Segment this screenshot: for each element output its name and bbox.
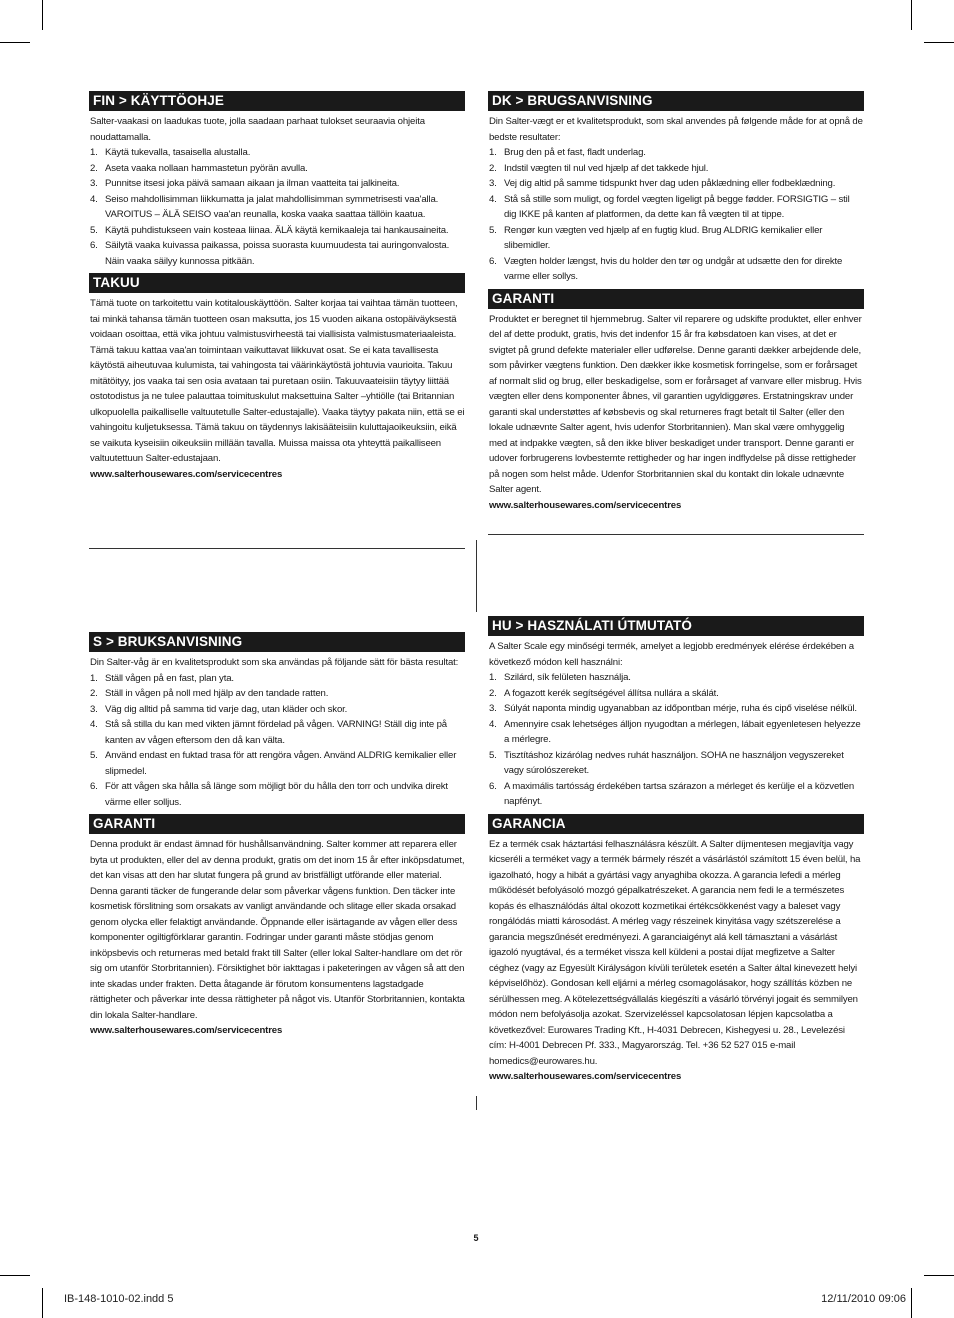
section-fin [89,91,465,486]
instructions [90,114,465,269]
instructions [489,114,864,285]
warranty-header: GARANCIA [488,814,864,834]
page-number: 5 [473,1233,479,1243]
list-item: 4. Stå så stilla du kan med vikten jämnt fördelad på vågen. VARNING! Ställ dig inte på kanten av vågen eftersom den då kan välta. [90,719,447,746]
service-link[interactable]: www.salterhousewares.com/servicecentres [489,499,682,511]
list-item: 6. A maximális tartósság érdekében tartsa szárazon a mérleget és kerülje el a közvetlen napfényt. [489,780,855,807]
crop-mark [0,42,30,43]
warranty-header: TAKUU [89,273,465,293]
intro-text: Din Salter-vægt er et kvalitetsprodukt, som skal anvendes på følgende måde for at opnå de bedste resultater: [489,116,863,143]
warranty-section [489,837,864,1085]
list-item: 1. Szilárd, sík felületen használja. [489,672,631,683]
section-header: HU > HASZNÁLATI ÚTMUTATÓ [488,616,864,636]
crop-mark [42,0,43,30]
section-header: S > BRUKSANVISNING [89,632,465,652]
intro-text: A Salter Scale egy minőségi termék, amelyet a legjobb eredmények elérése érdekében a következő módon kell használni: [489,641,854,668]
crop-mark [924,1275,954,1276]
service-link[interactable]: www.salterhousewares.com/servicecentres [90,468,283,480]
list-item: 5. Använd endast en fuktad trasa för att rengöra vågen. Använd ALDRIG kemikalier eller slipmedel. [90,750,457,777]
list-item: 1. Brug den på et fast, fladt underlag. [489,147,646,158]
list-item: 6. Säilytä vaaka kuivassa paikassa, poissa suorasta kuumuudesta tai auringonvalosta. Näin vaaka säilyy kunnossa pitkään. [90,240,450,267]
list-item: 2. Ställ in vågen på noll med hjälp av den tandade ratten. [90,688,329,699]
list-item: 2. Indstil vægten til nul ved hjælp af det takkede hjul. [489,162,709,174]
list-item: 4. Stå så stille som muligt, og fordel vægten ligeligt på begge fødder. FORSIGTIG – stil dig IKKE på kanten af platformen, da dette kan få vægten til at tippe. [489,193,850,220]
footer-filename: IB-148-1010-02.indd 5 [64,1293,174,1305]
warranty-text: Produktet er beregnet til hjemmebrug. Salter vil reparere og udskifte produktet, eller enhver del af dette produkt, gratis, hvis det indenfor 15 år fra købsdatoen kan vises, at det er svigtet på grund defekte materialer eller udførelse. Denne garanti dækker arbejdende dele, som påvirker vægtens funktion. Den dækker ikke kosmetisk forringelse, som er forårsaget af normalt slid og brug, eller beskadigelse, som er forårsaget af vanvare eller misbrug. Hvis vægten eller dens komponenter åbnes, vil garantien ugyldiggøres. Erstatningskrav under garanti skal understøttes af købsbevis og skal returneres fragt betalt til Salter (eller den lokale udnævnte Salter agent, hvis udenfor Storbritannien). Man skal være omhyggelig med at indpakke vægten, så den ikke bliver beskadiget under transport. Denne garanti er udover forbrugerens lovbestemte rettigheder og har ingen indflydelse på disse rettigheder på nogen som helst måde. Udenfor Storbritannien skal du kontakt din lokale udnævnte Salter agent. [489,313,862,495]
list-item: 3. Súlyát naponta mindig ugyanabban az időpontban mérje, ruha és cipő viselése nélkül. [489,703,857,714]
list-item: 3. Väg dig alltid på samma tid varje dag, utan kläder och skor. [90,703,348,715]
section-se [89,632,465,1043]
list-item: 2. A fogazott kerék segítségével állítsa nullára a skálát. [489,687,719,699]
list-item: 4. Seiso mahdollisimman liikkumatta ja jalat mahdollisimman symmetrisesti vaa'alla. VAROITUS – ÄLÄ SEISO vaa'an reunalla, koska vaaka saattaa tällöin kaatua. [90,193,439,220]
section-hu [488,616,864,1089]
list-item: 6. För att vågen ska hålla så länge som möjligt bör du hålla den torr och undvika direkt värme eller solljus. [90,781,448,808]
instructions [90,655,465,810]
column-divider [476,1096,477,1110]
warranty-section [90,837,465,1039]
warranty-text: Denna produkt är endast ämnad för hushållsanvändning. Salter kommer att reparera eller byta ut produkten, eller del av denna produkt, gratis om det inom 15 år efter inköpsdatumet, det kan visas att den har slutat fungera på grund av bristfälligt utförande eller material. Denna garanti täcker de fungerande delar som påverkar vågens funktion. Den täcker inte kosmetisk förslitning som orsakats av vanligt användande och slitage eller skada orsakad genom olycka eller felaktigt användande. Öppnande eller isärtagande av vågen eller dess komponenter ogiltigförklarar garantin. Fodringar under garanti måste stödjas genom inköpsbevis och returneras med betald frakt till Salter (eller lokal Salter-handlare om det rör sig om utanför Storbritannien). Försiktighet bör iakttagas i paketeringen av vågen så att den inte skadas under frakten. Detta åtagande är förutom konsumentens lagstadgade rättigheter och påverkar inte dessa rättigheter på något vis. Utanför Storbritannien, kontakta din lokala Salter-handlare. [90,839,465,1021]
crop-mark [42,1288,43,1318]
service-link[interactable]: www.salterhousewares.com/servicecentres [90,1025,283,1036]
warranty-text: Tämä tuote on tarkoitettu vain kotitalouskäyttöön. Salter korjaa tai vaihtaa tämän tuotteen, tai minkä tahansa tämän tuotteen osan maksutta, jos 15 vuoden aikana ostopäiväyksestä voidaan osoittaa, että vika johtuu valmistusvirheestä tai viallisista valmistusmateriaaleista. Tämä takuu kattaa vaa'an toimintaan vaikuttavat liikkuvat osat. Se ei kata tavallisesta käytöstä aiheutuvaa kulumista, tai vahingosta tai väärinkäytöstä johtuvia vaurioita. Takuu mitätöityy, jos vaaka tai sen osia avataan tai puretaan osiin. Takuuvaateisiin täytyy liittää ostotodistus ja ne tulee palauttaa toimituskulut maksettuina Salter –yhtiölle (tai Britannian ulkopuolella paikalliselle valtuutetulle Salter-edustajalle). Vaaka täytyy pakata niin, että se ei vahingoitu kuljetuksessa. Tämä takuu on täydennys lakisääteisiin kuluttajaoikeuksiin, eikä se vaikuta kyseisiin oikeuksiin millään tavalla. Muissa maissa ota yhteyttä paikalliseen valtuutettuun Salter-edustajaan. [90,298,465,464]
column-divider [476,540,477,612]
crop-mark [0,1275,30,1276]
list-item: 2. Aseta vaaka nollaan hammastetun pyörän avulla. [90,162,308,174]
intro-text: Din Salter-våg är en kvalitetsprodukt som ska användas på följande sätt för bästa resultat: [90,657,459,668]
steps-list [90,145,465,269]
section-header: DK > BRUGSANVISNING [488,91,864,111]
warranty-header: GARANTI [89,814,465,834]
list-item: 5. Käytä puhdistukseen vain kosteaa liinaa. ÄLÄ käytä kemikaaleja tai hankausaineita. [90,224,449,236]
list-item: 3. Punnitse itsesi joka päivä samaan aikaan ja ilman vaatteita tai jalkineita. [90,178,400,189]
list-item: 6. Vægten holder længst, hvis du holder den tør og undgår at udsætte den for direkte varme eller sollys. [489,255,843,282]
list-item: 1. Käytä tukevalla, tasaisella alustalla. [90,147,251,158]
intro-text: Salter-vaakasi on laadukas tuote, jolla saadaan parhaat tulokset seuraavia ohjeita noudattamalla. [90,116,425,143]
list-item: 5. Rengør kun vægten ved hjælp af en fugtig klud. Brug ALDRIG kemikalier eller slibemidler. [489,224,823,251]
instructions [489,639,864,810]
list-item: 5. Tisztításhoz kizárólag nedves ruhát használjon. SOHA ne használjon vegyszereket vagy súrolószereket. [489,749,844,776]
crop-mark [924,42,954,43]
warranty-section [90,296,465,482]
crop-mark [911,1288,912,1318]
divider [89,548,465,549]
service-link[interactable]: www.salterhousewares.com/servicecentres [489,1071,682,1082]
warranty-text: Ez a termék csak háztartási felhasználásra készült. A Salter díjmentesen megjavítja vagy kicseréli a terméket vagy a termék bármely részét a vásárlástól számított 15 éven belül, ha igazolható, hogy a hibát a gyártási vagy anyaghiba okozza. A garancia lefedi a mérleg működését befolyásoló mozgó gépalkatrészeket. A garancia nem fedi le a természetes kopás és elhasználódás által okozott kozmetikai értékcsökkenést vagy a baleset vagy rongálódás miatti károsodást. A mérleg vagy részeinek kinyitása vagy szétszerelése a garancia megszűnését eredményezi. A garanciaigényt alá kell támasztani a vásárlást igazoló nyugtával, és a terméket vissza kell küldeni a postai díjat megfizetve a Salter céghez (vagy az Egyesült Királyságon kívüli területek esetén a Salter által kinevezett helyi képviselőhöz). Gondosan kell eljárni a mérleg csomagolásakor, hogy szállítás közben ne sérülhessen meg. A kötelezettségvállalás kiegészíti a vásárló törvényi jogait és semmilyen módon nem befolyásolja azokat. Szervizeléssel kapcsolatosan lépjen kapcsolatba a következővel: Eurowares Trading Kft., H-4031 Debrecen, Kishegyesi u. 28., Levelezési cím: H-4001 Debrecen Pf. 333., Magyarország. Tel. +36 52 527 015 e-mail homedics@eurowares.hu. [489,838,861,1067]
steps-list [489,145,864,285]
steps-list [90,671,465,811]
list-item: 1. Ställ vågen på en fast, plan yta. [90,672,234,684]
divider [488,534,864,535]
list-item: 4. Amennyire csak lehetséges álljon nyugodtan a mérlegen, lábait egyenletesen helyezze a mérlegre. [489,718,861,745]
crop-mark [911,0,912,30]
list-item: 3. Vej dig altid på samme tidspunkt hver dag uden påklædning eller fodbeklædning. [489,178,836,189]
warranty-header: GARANTI [488,289,864,309]
steps-list [489,670,864,810]
section-header: FIN > KÄYTTÖOHJE [89,91,465,111]
warranty-section [489,312,864,514]
section-dk [488,91,864,517]
footer-timestamp: 12/11/2010 09:06 [821,1293,906,1305]
